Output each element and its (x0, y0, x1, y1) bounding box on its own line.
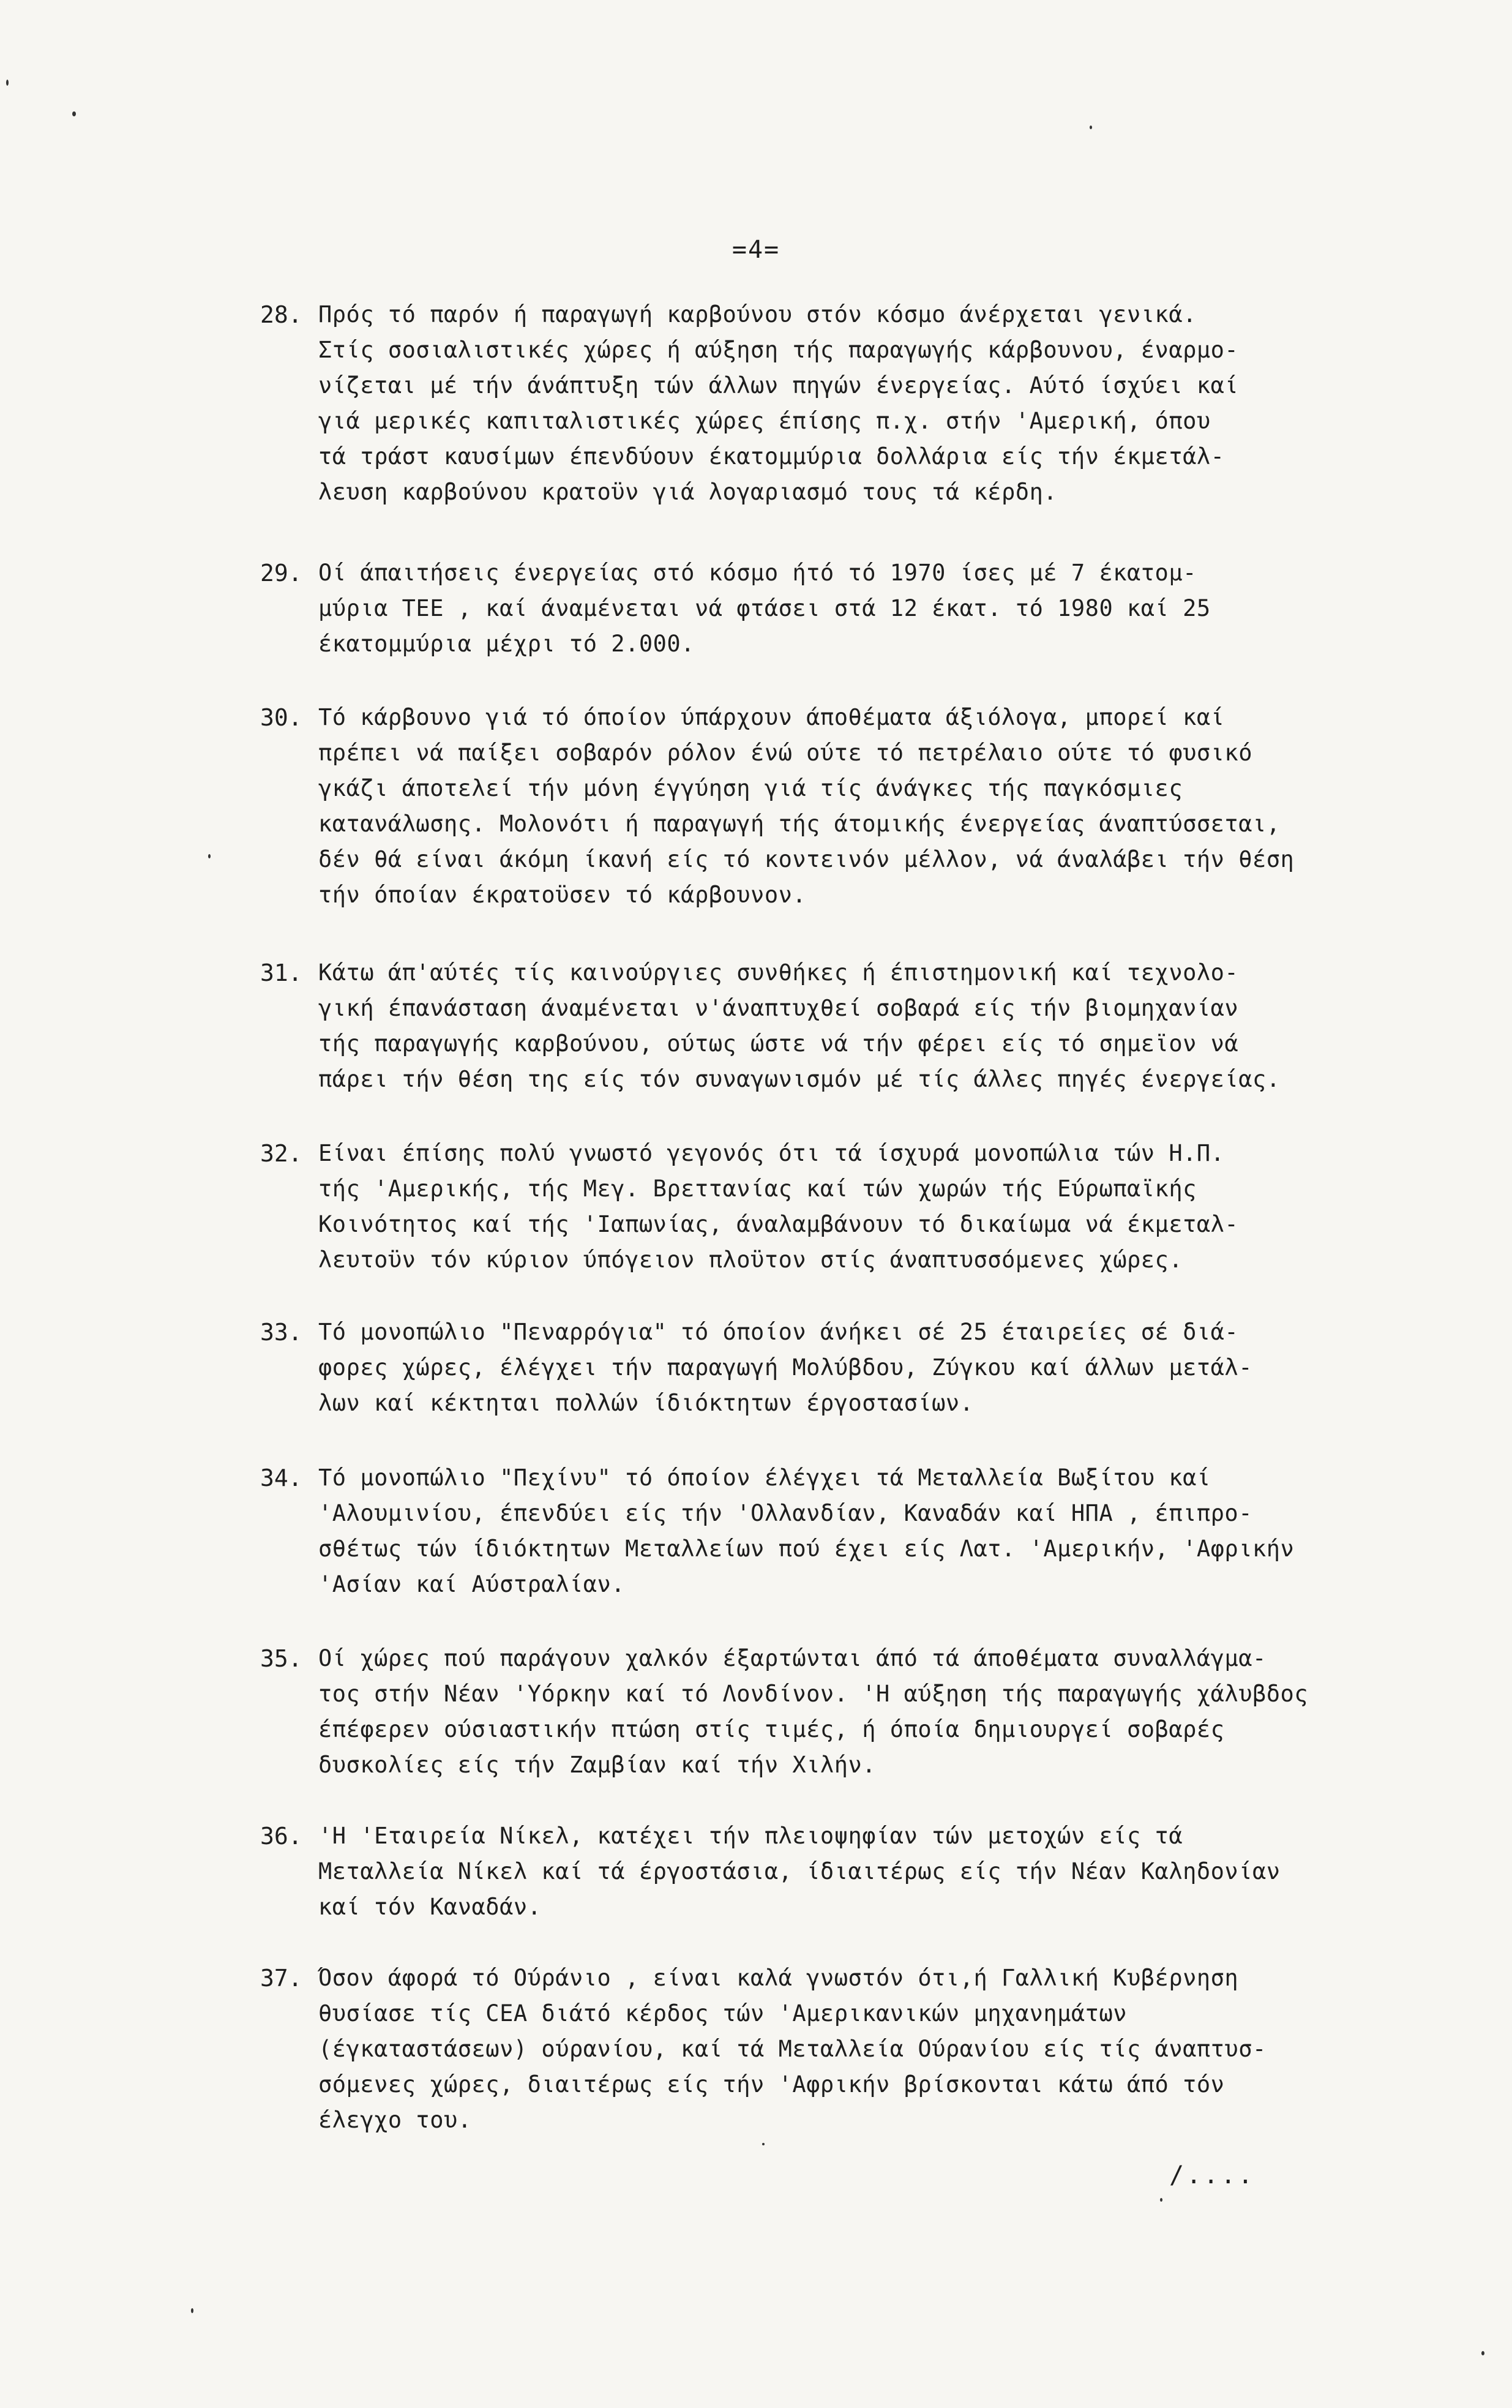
text-line: τήν όποίαν έκρατοϋσεν τό κάρβουνον. (318, 882, 807, 908)
paragraph-number: 34. (260, 1465, 302, 1491)
paragraph-29 (260, 555, 1405, 662)
text-line: πάρει τήν θέση της είς τόν συναγωνισμόν μέ τίς άλλες πηγές ένεργείας. (318, 1066, 1281, 1092)
continuation-mark: /.... (1169, 2161, 1256, 2189)
paragraph-32 (260, 1136, 1405, 1278)
paragraph-number: 35. (260, 1645, 302, 1672)
scan-speck (1481, 2351, 1484, 2355)
text-line: τά τράστ καυσίμων έπενδύουν έκατομμύρια δολλάρια είς τήν έκμετάλ- (318, 443, 1225, 470)
text-line: κατανάλωσης. Μολονότι ή παραγωγή τής άτομικής ένεργείας άναπτύσσεται, (318, 811, 1281, 837)
text-line: καί τόν Καναδάν. (318, 1894, 542, 1920)
paragraph-number: 33. (260, 1319, 302, 1346)
text-line: 'Η 'Εταιρεία Νίκελ, κατέχει τήν πλειοψηφίαν τών μετοχών είς τά (318, 1823, 1183, 1849)
scan-speck (1160, 2198, 1162, 2202)
paragraph-number: 29. (260, 560, 302, 587)
text-line: σόμενες χώρες, διαιτέρως είς τήν 'Αφρικήν βρίσκονται κάτω άπό τόν (318, 2071, 1225, 2098)
scan-speck (72, 111, 76, 116)
paragraph-31 (260, 955, 1405, 1097)
text-line: 'Αλουμινίου, έπενδύει είς τήν 'Ολλανδίαν, Καναδάν καί ΗΠΑ , έπιπρο- (318, 1500, 1252, 1526)
text-line: έπέφερεν ούσιαστικήν πτώση στίς τιμές, ή όποία δημιουργεί σοβαρές (318, 1716, 1225, 1742)
text-line: γκάζι άποτελεί τήν μόνη έγγύηση γιά τίς άνάγκες τής παγκόσμιες (318, 775, 1183, 801)
text-line: Οί άπαιτήσεις ένεργείας στό κόσμο ήτό τό 1970 ίσες μέ 7 έκατομ- (318, 560, 1197, 586)
scan-speck (1090, 126, 1092, 129)
text-line: Τό μονοπώλιο "Πεχίνυ" τό όποίον έλέγχει τά Μεταλλεία Βωξίτου καί (318, 1465, 1211, 1491)
scan-speck (6, 80, 9, 86)
text-line: τής παραγωγής καρβούνου, ούτως ώστε νά τήν φέρει είς τό σημεϊον νά (318, 1030, 1239, 1057)
text-line: δέν θά είναι άκόμη ίκανή είς τό κοντεινόν μέλλον, νά άναλάβει τήν θέση (318, 846, 1295, 872)
text-line: Κοινότητος καί τής 'Ιαπωνίας, άναλαμβάνουν τό δικαίωμα νά έκμεταλ- (318, 1211, 1239, 1237)
paragraph-37 (260, 1960, 1405, 2138)
paragraph-33 (260, 1315, 1405, 1421)
paragraph-number: 37. (260, 1965, 302, 1992)
scan-speck (208, 854, 211, 858)
page-number: =4= (732, 236, 780, 264)
text-line: Οί χώρες πού παράγουν χαλκόν έξαρτώνται άπό τά άποθέματα συναλλάγμα- (318, 1645, 1267, 1671)
paragraph-28 (260, 297, 1405, 510)
paragraph-35 (260, 1641, 1405, 1783)
text-line: λευτοϋν τόν κύριον ύπόγειον πλοϋτον στίς άναπτυσσόμενες χώρες. (318, 1247, 1183, 1273)
text-line: δυσκολίες είς τήν Ζαμβίαν καί τήν Χιλήν. (318, 1752, 877, 1778)
text-line: (έγκαταστάσεων) ούρανίου, καί τά Μεταλλεία Ούρανίου είς τίς άναπτυσ- (318, 2036, 1267, 2062)
scan-speck (762, 2143, 765, 2145)
text-line: μύρια ΤΕΕ , καί άναμένεται νά φτάσει στά 12 έκατ. τό 1980 καί 25 (318, 595, 1211, 621)
text-line: σθέτως τών ίδιόκτητων Μεταλλείων πού έχει είς Λατ. 'Αμερικήν, 'Αφρικήν (318, 1536, 1295, 1562)
paragraph-number: 31. (260, 959, 302, 986)
paragraph-30 (260, 700, 1405, 913)
scan-speck (191, 2308, 193, 2313)
text-line: τής 'Αμερικής, τής Μεγ. Βρεττανίας καί τών χωρών τής Εύρωπαϊκής (318, 1176, 1197, 1202)
paragraph-number: 30. (260, 704, 302, 731)
paragraph-34 (260, 1460, 1405, 1602)
text-line: λων καί κέκτηται πολλών ίδιόκτητων έργοστασίων. (318, 1390, 974, 1416)
text-line: γιά μερικές καπιταλιστικές χώρες έπίσης π.χ. στήν 'Αμερική, όπου (318, 408, 1211, 434)
text-line: τος στήν Νέαν 'Υόρκην καί τό Λονδίνον. 'Η αύξηση τής παραγωγής χάλυβδος (318, 1681, 1309, 1707)
paragraph-number: 36. (260, 1823, 302, 1850)
text-line: έλεγχο του. (318, 2107, 472, 2133)
text-line: Πρός τό παρόν ή παραγωγή καρβούνου στόν κόσμο άνέρχεται γενικά. (318, 301, 1197, 328)
text-line: φορες χώρες, έλέγχει τήν παραγωγή Μολύβδου, Ζύγκου καί άλλων μετάλ- (318, 1354, 1252, 1381)
text-line: Μεταλλεία Νίκελ καί τά έργοστάσια, ίδιαιτέρως είς τήν Νέαν Καληδονίαν (318, 1858, 1281, 1885)
text-line: λευση καρβούνου κρατοϋν γιά λογαριασμό τους τά κέρδη. (318, 479, 1058, 505)
text-line: θυσίασε τίς CEA διάτό κέρδος τών 'Αμερικανικών μηχανημάτων (318, 2000, 1128, 2027)
text-line: γική έπανάσταση άναμένεται ν'άναπτυχθεί σοβαρά είς τήν βιομηχανίαν (318, 995, 1239, 1021)
text-line: 'Ασίαν καί Αύστραλίαν. (318, 1571, 626, 1597)
text-line: Τό μονοπώλιο "Πεναρρόγια" τό όποίον άνήκει σέ 25 έταιρείες σέ διά- (318, 1319, 1239, 1345)
text-line: Τό κάρβουνο γιά τό όποίον ύπάρχουν άποθέματα άξιόλογα, μπορεί καί (318, 704, 1225, 730)
text-line: νίζεται μέ τήν άνάπτυξη τών άλλων πηγών ένεργείας. Αύτό ίσχύει καί (318, 372, 1239, 399)
text-line: Είναι έπίσης πολύ γνωστό γεγονός ότι τά ίσχυρά μονοπώλια τών Η.Π. (318, 1140, 1225, 1166)
paragraph-number: 28. (260, 301, 302, 328)
text-line: Όσον άφορά τό Ούράνιο , είναι καλά γνωστόν ότι,ή Γαλλική Κυβέρνηση (318, 1965, 1239, 1991)
text-line: έκατομμύρια μέχρι τό 2.000. (318, 631, 695, 657)
text-line: πρέπει νά παίξει σοβαρόν ρόλον ένώ ούτε τό πετρέλαιο ούτε τό φυσικό (318, 740, 1252, 766)
paragraph-number: 32. (260, 1140, 302, 1167)
paragraph-36 (260, 1818, 1405, 1925)
text-line: Κάτω άπ'αύτές τίς καινούργιες συνθήκες ή έπιστημονική καί τεχνολο- (318, 959, 1239, 986)
text-line: Στίς σοσιαλιστικές χώρες ή αύξηση τής παραγωγής κάρβουνου, έναρμο- (318, 337, 1239, 363)
